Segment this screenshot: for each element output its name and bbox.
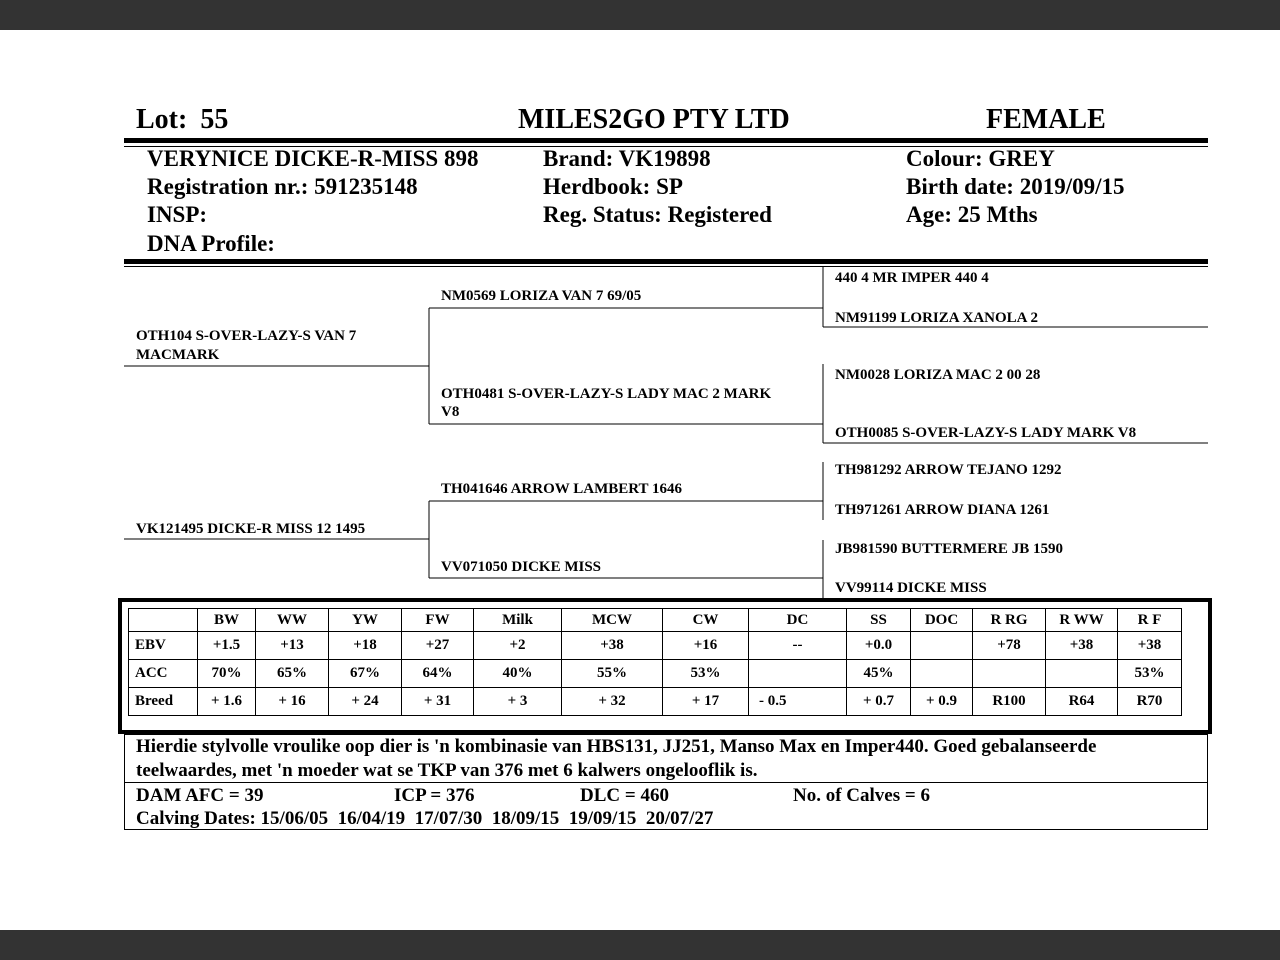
- ebv-cell: +2: [474, 632, 562, 660]
- dlc: DLC = 460: [580, 785, 669, 806]
- breed-cell: R70: [1118, 688, 1182, 716]
- acc-row: [129, 660, 1182, 688]
- dam-dam: VV071050 DICKE MISS: [441, 559, 602, 575]
- sire-dam-line2: V8: [441, 404, 460, 420]
- breed-cell: + 24: [329, 688, 402, 716]
- dam-afc: DAM AFC = 39: [136, 785, 264, 806]
- breed-cell: + 32: [562, 688, 663, 716]
- column-header: WW: [256, 609, 329, 632]
- ebv-cell: +38: [1046, 632, 1118, 660]
- sire-sire: NM0569 LORIZA VAN 7 69/05: [441, 288, 642, 304]
- ebv-table: [128, 608, 1182, 716]
- ebv-cell: +18: [329, 632, 402, 660]
- dam: VK121495 DICKE-R MISS 12 1495: [136, 521, 366, 537]
- breed-cell: + 16: [256, 688, 329, 716]
- column-header: BW: [198, 609, 256, 632]
- comment-line-1: Hierdie stylvolle vroulike oop dier is 'n kombinasie van HBS131, JJ251, Manso Max en Imper440. Goed gebalanseerde: [136, 736, 1097, 757]
- acc-cell: [1046, 660, 1118, 688]
- gen3-ancestor: 440 4 MR IMPER 440 4: [835, 270, 989, 286]
- breed-cell: + 17: [663, 688, 749, 716]
- comments-divider: [124, 782, 1208, 783]
- gen3-ancestor: NM0028 LORIZA MAC 2 00 28: [835, 367, 1041, 383]
- breed-cell: - 0.5: [749, 688, 847, 716]
- acc-cell: [749, 660, 847, 688]
- breed-cell: R100: [973, 688, 1046, 716]
- calving-dates: Calving Dates: 15/06/05 16/04/19 17/07/30 18/09/15 19/09/15 20/07/27: [136, 808, 714, 829]
- column-header: DOC: [911, 609, 973, 632]
- number-of-calves: No. of Calves = 6: [793, 785, 930, 806]
- colour-field: Colour: GREY: [906, 146, 1055, 171]
- column-header: SS: [847, 609, 911, 632]
- ebv-cell: [911, 632, 973, 660]
- herdbook-field: Herdbook: SP: [543, 174, 683, 199]
- ebv-cell: +38: [562, 632, 663, 660]
- ebv-row: [129, 632, 1182, 660]
- column-header: FW: [402, 609, 474, 632]
- age-field: Age: 25 Mths: [906, 202, 1038, 227]
- animal-name: VERYNICE DICKE-R-MISS 898: [147, 146, 479, 171]
- dam-sire: TH041646 ARROW LAMBERT 1646: [441, 481, 683, 497]
- breed-cell: + 0.9: [911, 688, 973, 716]
- ebv-cell: --: [749, 632, 847, 660]
- gen3-ancestor: TH981292 ARROW TEJANO 1292: [835, 462, 1062, 478]
- acc-cell: [973, 660, 1046, 688]
- column-header: R F: [1118, 609, 1182, 632]
- comment-line-2: teelwaardes, met 'n moeder wat se TKP van 376 met 6 kalwers ongelooflik is.: [136, 760, 758, 781]
- acc-cell: 67%: [329, 660, 402, 688]
- seller-name: MILES2GO PTY LTD: [518, 104, 790, 135]
- acc-cell: [911, 660, 973, 688]
- ebv-cell: +16: [663, 632, 749, 660]
- ebv-header-row: [129, 609, 1182, 632]
- gen3-ancestor: TH971261 ARROW DIANA 1261: [835, 502, 1050, 518]
- acc-cell: 65%: [256, 660, 329, 688]
- column-header: R RG: [973, 609, 1046, 632]
- breed-row: [129, 688, 1182, 716]
- row-label: Breed: [129, 688, 198, 716]
- ebv-cell: +78: [973, 632, 1046, 660]
- birth-date-field: Birth date: 2019/09/15: [906, 174, 1125, 199]
- lot-label: Lot:: [136, 104, 188, 135]
- acc-cell: 64%: [402, 660, 474, 688]
- gen3-ancestor: VV99114 DICKE MISS: [835, 580, 987, 596]
- lot-number: 55: [200, 104, 229, 135]
- breed-cell: + 3: [474, 688, 562, 716]
- column-header: R WW: [1046, 609, 1118, 632]
- reg-status-field: Reg. Status: Registered: [543, 202, 772, 227]
- breed-cell: + 1.6: [198, 688, 256, 716]
- brand-field: Brand: VK19898: [543, 146, 711, 171]
- acc-cell: 70%: [198, 660, 256, 688]
- gen3-ancestor: OTH0085 S-OVER-LAZY-S LADY MARK V8: [835, 425, 1137, 441]
- row-label: ACC: [129, 660, 198, 688]
- sire-dam-line1: OTH0481 S-OVER-LAZY-S LADY MAC 2 MARK: [441, 386, 772, 402]
- column-header: DC: [749, 609, 847, 632]
- acc-cell: 40%: [474, 660, 562, 688]
- acc-cell: 53%: [1118, 660, 1182, 688]
- sire-line1: OTH104 S-OVER-LAZY-S VAN 7: [136, 328, 357, 344]
- ebv-cell: +0.0: [847, 632, 911, 660]
- ebv-cell: +27: [402, 632, 474, 660]
- sex-label: FEMALE: [986, 104, 1106, 135]
- ebv-cell: +1.5: [198, 632, 256, 660]
- column-header: YW: [329, 609, 402, 632]
- gen3-ancestor: JB981590 BUTTERMERE JB 1590: [835, 541, 1063, 557]
- breed-cell: + 31: [402, 688, 474, 716]
- breed-cell: R64: [1046, 688, 1118, 716]
- dna-profile-field: DNA Profile:: [147, 231, 275, 256]
- row-label: EBV: [129, 632, 198, 660]
- registration-number: Registration nr.: 591235148: [147, 174, 418, 199]
- acc-cell: 55%: [562, 660, 663, 688]
- column-header: [129, 609, 198, 632]
- column-header: MCW: [562, 609, 663, 632]
- gen3-ancestor: NM91199 LORIZA XANOLA 2: [835, 310, 1038, 326]
- acc-cell: 53%: [663, 660, 749, 688]
- ebv-cell: +38: [1118, 632, 1182, 660]
- sire-line2: MACMARK: [136, 347, 220, 363]
- ebv-cell: +13: [256, 632, 329, 660]
- column-header: CW: [663, 609, 749, 632]
- insp-field: INSP:: [147, 202, 208, 227]
- icp: ICP = 376: [394, 785, 475, 806]
- column-header: Milk: [474, 609, 562, 632]
- acc-cell: 45%: [847, 660, 911, 688]
- breed-cell: + 0.7: [847, 688, 911, 716]
